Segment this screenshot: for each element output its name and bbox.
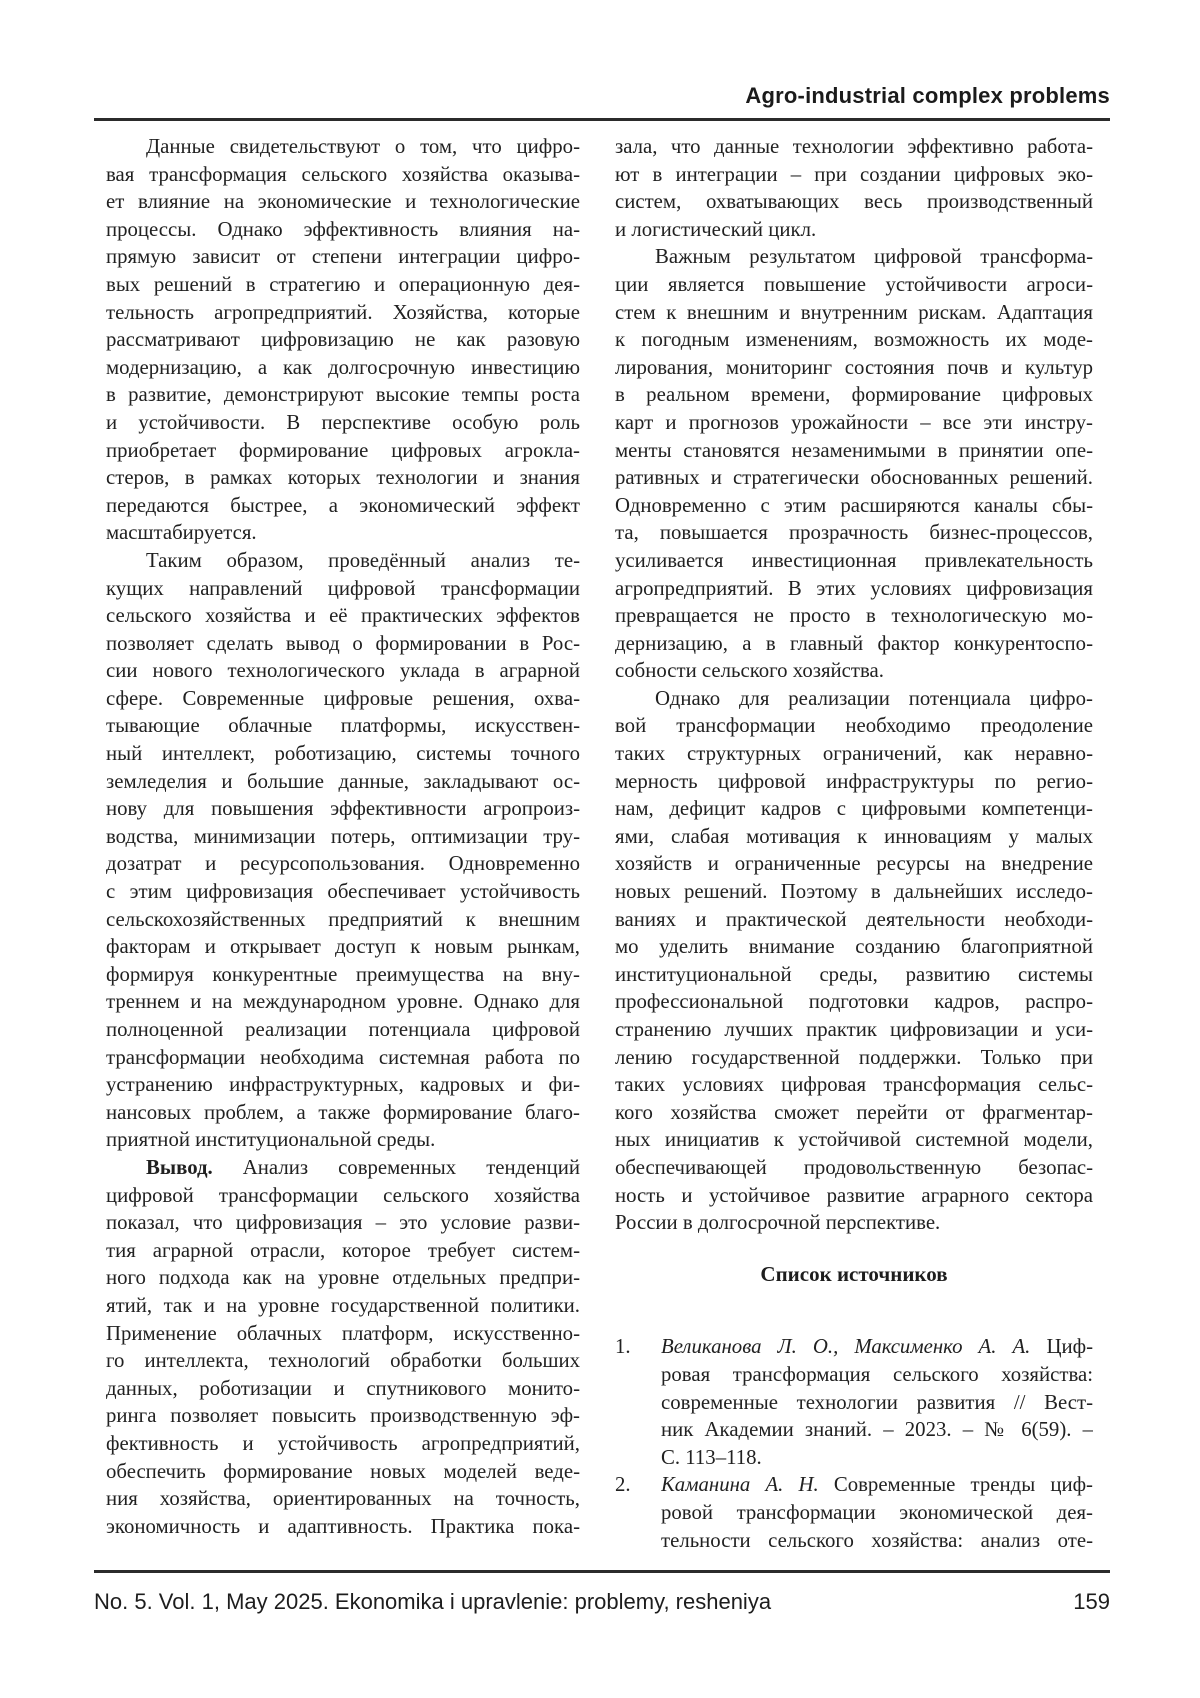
text-line: позволяет сделать вывод о формировании в Рос- [106, 631, 580, 655]
text-line: рассматривают цифровизацию не как разовую [106, 328, 580, 352]
reference-number: 2. [615, 1473, 631, 1497]
text-line: ративных и стратегически обоснованных решений. [615, 466, 1093, 490]
paragraph [615, 243, 1093, 685]
text-line: полноценной реализации потенциала цифровой [106, 1018, 580, 1041]
text-line: ями, слабая мотивация к инновациям у малых [615, 824, 1093, 848]
text-line: модернизацию, а как долгосрочную инвестицию [106, 355, 580, 379]
text-line: трансформации необходима системная работа по [106, 1045, 580, 1069]
left-column [106, 133, 580, 1554]
text-line: сельскохозяйственных предприятий к внешним [106, 907, 580, 931]
text-line: го интеллекта, технологий обработки больших [106, 1349, 580, 1373]
text-line: водства, минимизации потерь, оптимизации тру- [106, 824, 580, 848]
text-line: нову для повышения эффективности агропроиз- [106, 797, 580, 821]
paragraph [106, 1154, 580, 1540]
footer-row [94, 1589, 1110, 1615]
text-line: цифровой трансформации сельского хозяйства [106, 1183, 580, 1207]
text-line: стеров, в рамках которых технологии и знания [106, 466, 580, 490]
header-rule [94, 118, 1110, 121]
text-line: ятий, так и на уровне государственной политики. [106, 1293, 580, 1317]
paragraph [106, 547, 580, 1154]
text-line: систем, охватывающих весь производственный [615, 190, 1093, 214]
text-line: кущих направлений цифровой трансформации [106, 576, 580, 600]
text-line: приобретает формирование цифровых агрокла- [106, 438, 580, 462]
reference-authors: Каманина А. Н. [661, 1473, 819, 1497]
text-line: хозяйств и ограниченные ресурсы на внедрение [615, 852, 1093, 876]
text-line: в развитие, демонстрируют высокие темпы роста [106, 383, 580, 407]
text-line: институциональной среды, развитию системы [615, 962, 1093, 986]
text-line: устранению инфраструктурных, кадровых и фи- [106, 1073, 580, 1097]
text-line: приятной институциональной среды. [106, 1128, 436, 1152]
text-line: дернизацию, а в главный фактор конкурентоспо- [615, 631, 1093, 655]
text-line: сельского хозяйства и её практических эффектов [106, 604, 580, 628]
text-line: превращается не просто в технологическую мо- [615, 604, 1093, 628]
text-line: масштабируется. [106, 521, 257, 545]
text-line: тия аграрной отрасли, которое требует систем- [106, 1238, 580, 1262]
text-line: ного подхода как на уровне отдельных предпри- [106, 1266, 580, 1290]
text-line: собности сельского хозяйства. [615, 659, 884, 683]
text-line: новых решений. Поэтому в дальнейших исследо- [615, 880, 1093, 904]
text-line: и устойчивости. В перспективе особую роль [106, 410, 580, 434]
text-line: таких условиях цифровая трансформация сельс- [615, 1073, 1093, 1097]
text-line: Важным результатом цифровой трансформа- [655, 245, 1093, 269]
text-line: странению лучших практик цифровизации и уси- [615, 1018, 1093, 1041]
text-line: обеспечить формирование новых моделей веде- [106, 1459, 580, 1483]
text-line: лению государственной поддержки. Только при [615, 1045, 1093, 1069]
text-line: стем к внешним и внутренним рискам. Адаптация [615, 300, 1093, 324]
text-line: экономичность и адаптивность. Практика пока- [106, 1514, 580, 1538]
text-line: лирования, мониторинг состояния почв и культур [615, 355, 1093, 379]
text-line: фективность и устойчивость агропредприятий, [106, 1431, 580, 1455]
text-line: ный интеллект, роботизацию, системы точного [106, 742, 580, 766]
text-line: вых решений в стратегию и операционную дея- [106, 272, 580, 296]
text-line: ник Академии знаний. – 2023. – № 6(59). – [661, 1418, 1093, 1442]
text-line: ции является повышение устойчивости агроси- [615, 272, 1093, 296]
paragraph [615, 685, 1093, 1237]
text-line: ных инициатив к устойчивой системной модели, [615, 1128, 1093, 1152]
text-line: ровая трансформация сельского хозяйства: [661, 1362, 1093, 1386]
text-line: нансовых проблем, а также формирование благо- [106, 1100, 580, 1124]
text-line: дозатрат и ресурсопользования. Одновременно [106, 852, 580, 876]
text-line: Данные свидетельствуют о том, что цифро- [146, 135, 580, 158]
text-line: тывающие облачные платформы, искусствен- [106, 714, 580, 738]
journal-issue-line: No. 5. Vol. 1, May 2025. Ekonomika i upravlenie: problemy, resheniya [94, 1589, 772, 1614]
reference-item [615, 1333, 1093, 1471]
text-line: вая трансформация сельского хозяйства оказыва- [106, 162, 580, 186]
text-line: карт и прогнозов урожайности – все эти инстру- [615, 410, 1093, 434]
text-line: к погодным изменениям, возможность их моде- [615, 328, 1093, 352]
footer-rule [94, 1570, 1110, 1573]
text-line: передаются быстрее, а экономический эффект [106, 493, 580, 517]
paragraph [106, 133, 580, 547]
text-line: факторам и открывает доступ к новым рынкам, [106, 935, 580, 959]
text-line: вой трансформации необходимо преодоление [615, 714, 1093, 738]
text-line: усиливается инвестиционная привлекательность [615, 548, 1093, 572]
text-line: процессы. Однако эффективность влияния на- [106, 217, 580, 241]
running-head-title: Agro-industrial complex problems [745, 83, 1110, 108]
page-footer [94, 1570, 1110, 1615]
article-body [94, 133, 1110, 1554]
text-line: ет влияние на экономические и технологические [106, 190, 580, 214]
text-line: кого хозяйства сможет перейти от фрагментар- [615, 1100, 1093, 1124]
text-line: земледелия и большие данные, закладывают ос- [106, 769, 580, 793]
text-line: Одновременно с этим расширяются каналы сбы- [615, 493, 1093, 517]
text-line: ность и устойчивое развитие аграрного сектора [615, 1183, 1093, 1207]
text-line: Однако для реализации потенциала цифро- [655, 686, 1093, 710]
text-line: треннем и на международном уровне. Однако для [106, 990, 580, 1014]
text-line: зала, что данные технологии эффективно работа- [615, 135, 1093, 158]
text-line: современные технологии развития // Вест- [661, 1390, 1093, 1414]
text-line: тельность агропредприятий. Хозяйства, которые [106, 300, 580, 324]
reference-number: 1. [615, 1335, 631, 1359]
text-line: ровой трансформации экономической дея- [661, 1500, 1093, 1524]
text-line: тельности сельского хозяйства: анализ оте- [661, 1528, 1093, 1552]
text-line: ют в интеграции – при создании цифровых эко- [615, 162, 1093, 186]
text-line: показал, что цифровизация – это условие разви- [106, 1211, 580, 1235]
text-line: менты становятся незаменимыми в принятии опе- [615, 438, 1093, 462]
text-line: Таким образом, проведённый анализ те- [146, 548, 580, 572]
reference-item [615, 1471, 1093, 1554]
text-line: профессиональной подготовки кадров, распро- [615, 990, 1093, 1014]
text-line: ринга позволяет повысить производственную эф- [106, 1404, 580, 1428]
text-line: та, повышается прозрачность бизнес-процессов, [615, 521, 1093, 545]
text-line: таких структурных ограничений, как неравно- [615, 742, 1093, 766]
text-line: формируя конкурентные преимущества на вну- [106, 962, 580, 986]
text-line: и логистический цикл. [615, 217, 817, 241]
text-line: Каманина А. Н. Современные тренды циф- [661, 1473, 1093, 1497]
text-line: мерность цифровой инфраструктуры по регио- [615, 769, 1093, 793]
text-line: обеспечивающей продовольственную безопас- [615, 1155, 1093, 1179]
text-line: Вывод. Анализ современных тенденций [146, 1155, 580, 1179]
bold-lead-in: Вывод. [146, 1155, 213, 1179]
text-line: данных, роботизации и спутникового монито- [106, 1376, 580, 1400]
text-line: России в долгосрочной перспективе. [615, 1211, 941, 1235]
text-line: нам, дефицит кадров с цифровыми компетенци- [615, 797, 1093, 821]
text-line: мо уделить внимание созданию благоприятной [615, 935, 1093, 959]
text-line: ваниях и практической деятельности необходи- [615, 907, 1093, 931]
text-line: прямую зависит от степени интеграции цифро- [106, 245, 580, 269]
reference-authors: Великанова Л. О., Максименко А. А. [661, 1335, 1031, 1359]
right-column [615, 133, 1093, 1554]
text-line: ния хозяйства, ориентированных на точность, [106, 1487, 580, 1511]
sources-heading: Список источников [760, 1261, 948, 1286]
text-line: Великанова Л. О., Максименко А. А. Циф- [661, 1335, 1093, 1359]
page-header [94, 84, 1110, 121]
text-line: сии нового технологического уклада в аграрной [106, 659, 580, 683]
text-line: агропредприятий. В этих условиях цифровизация [615, 576, 1093, 600]
text-line: в реальном времени, формирование цифровых [615, 383, 1093, 407]
page-number: 159 [1073, 1589, 1110, 1614]
text-line: Применение облачных платформ, искусственно- [106, 1321, 580, 1345]
text-line: с этим цифровизация обеспечивает устойчивость [106, 880, 580, 904]
text-line: С. 113–118. [661, 1445, 762, 1469]
paragraph [615, 133, 1093, 243]
text-line: сфере. Современные цифровые решения, охва- [106, 686, 580, 710]
